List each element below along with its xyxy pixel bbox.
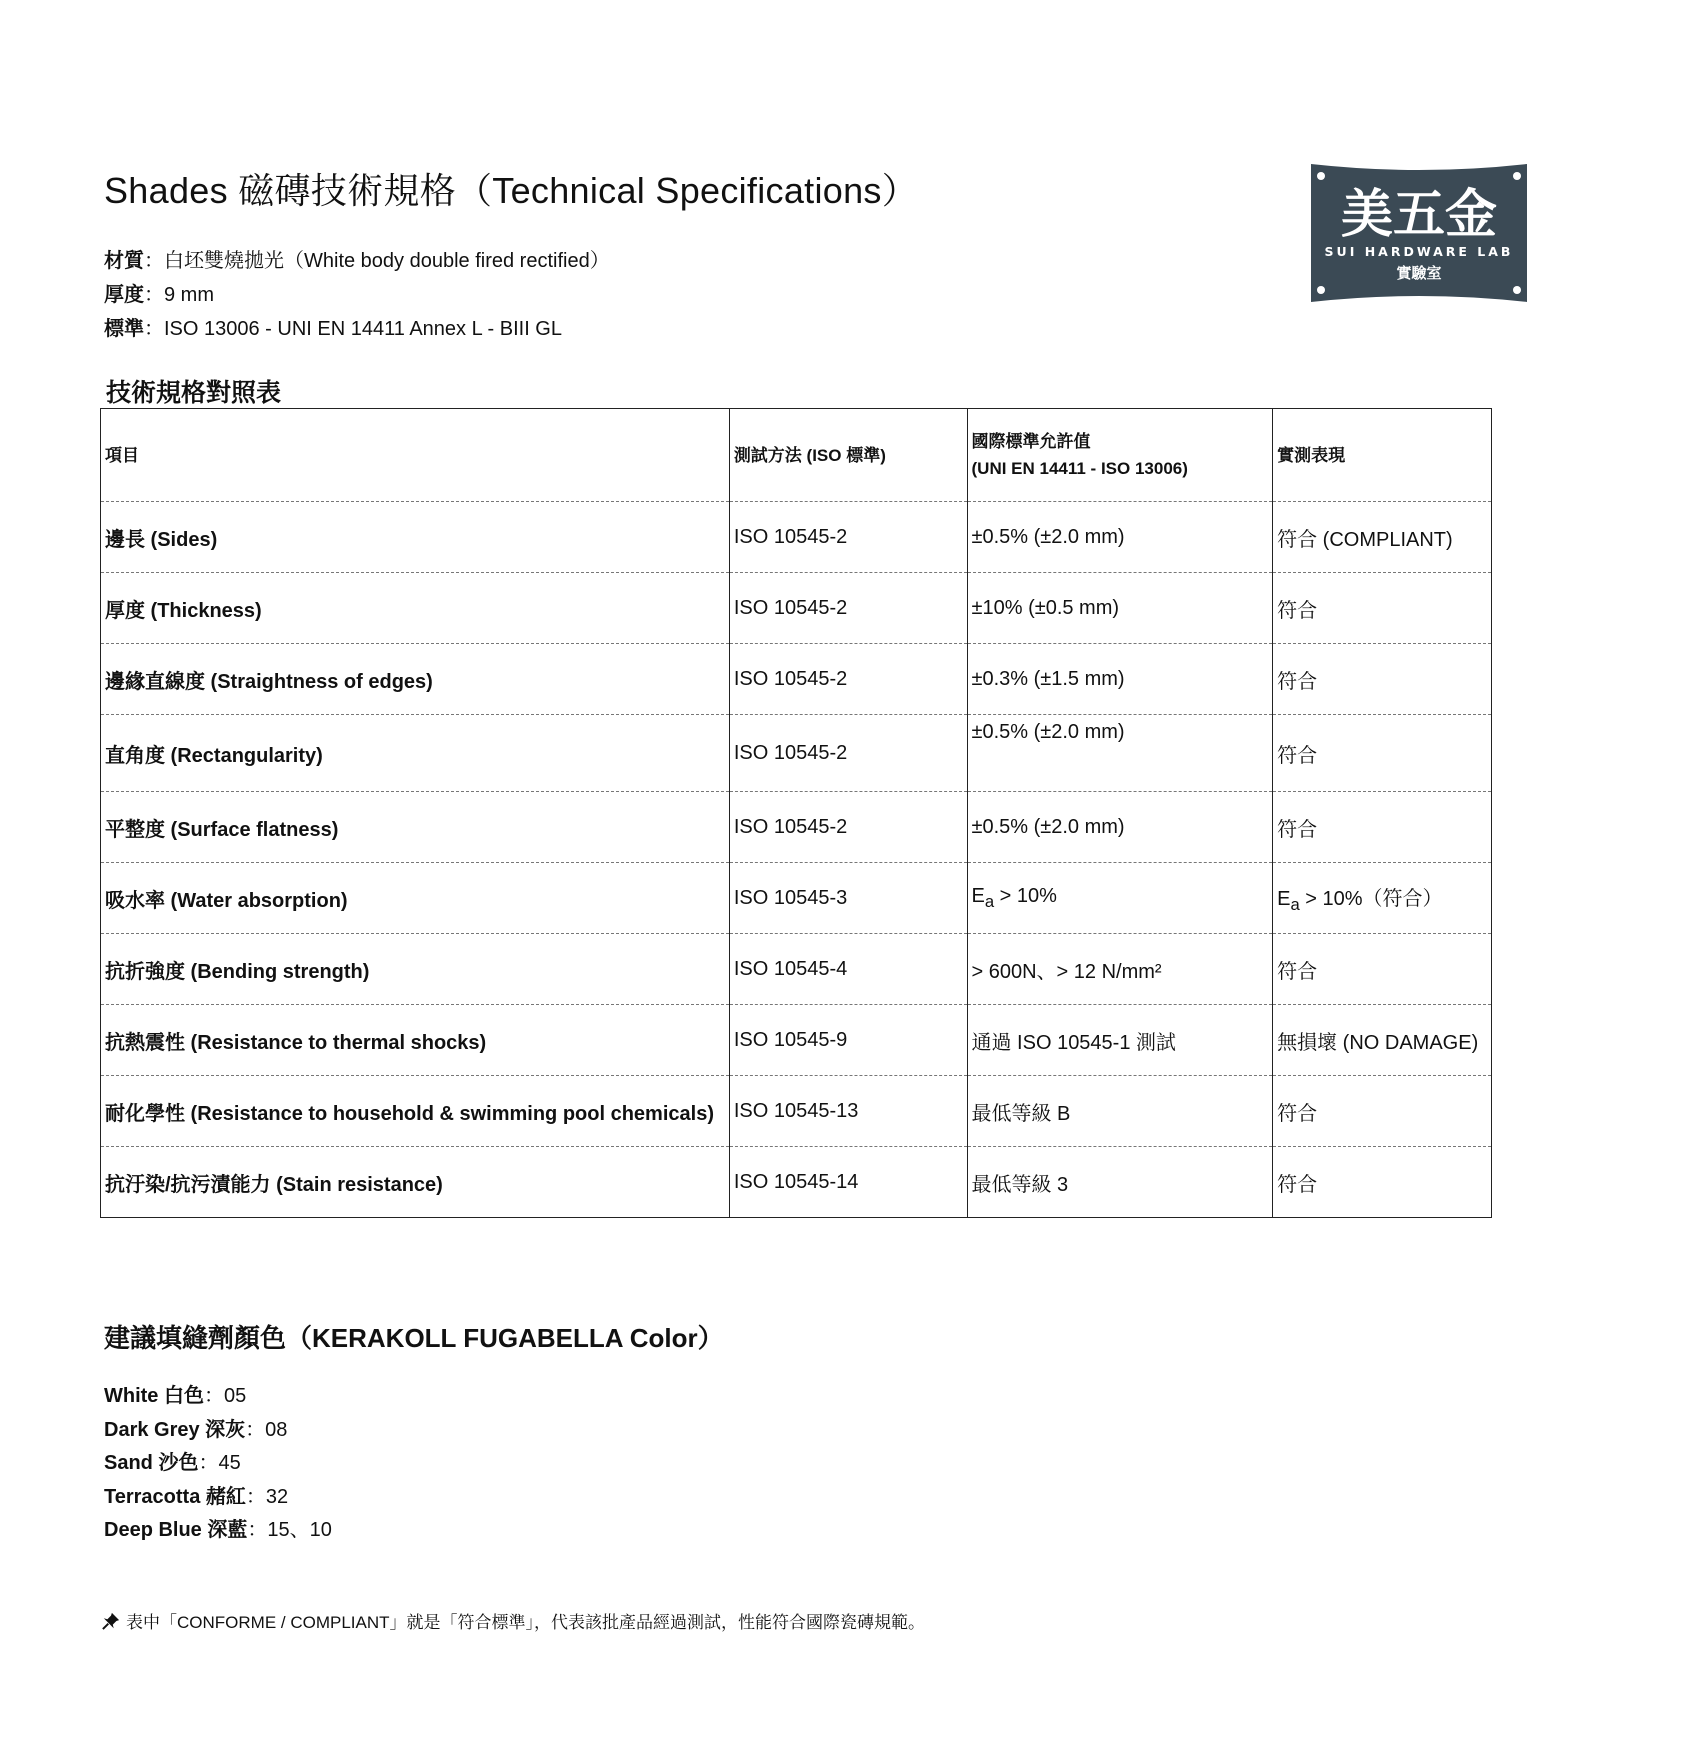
logo-sub-text: SUI HARDWARE LAB	[1324, 244, 1514, 259]
cell-allowed: ±0.5% (±2.0 mm)	[967, 502, 1273, 573]
table-row	[101, 1076, 1492, 1147]
pushpin-icon	[102, 1612, 120, 1630]
cell-allowed: 通過 ISO 10545-1 測試	[967, 1005, 1273, 1076]
sui-hardware-lab-logo	[1307, 158, 1531, 306]
cell-item: 邊緣直線度 (Straightness of edges)	[101, 644, 730, 715]
table-row	[101, 1147, 1492, 1218]
table-row	[101, 573, 1492, 644]
cell-result: 符合	[1273, 934, 1492, 1005]
list-item: Terracotta 赭紅：32	[104, 1485, 289, 1508]
logo-main-text: 美五金	[1340, 185, 1498, 245]
cell-method: ISO 10545-2	[729, 792, 967, 863]
cell-allowed: 最低等級 3	[967, 1147, 1273, 1218]
cell-item: 抗熱震性 (Resistance to thermal shocks)	[101, 1005, 730, 1076]
cell-allowed: ±10% (±0.5 mm)	[967, 573, 1273, 644]
meta-thickness: 厚度：9 mm	[104, 284, 214, 306]
cell-allowed: ±0.3% (±1.5 mm)	[967, 644, 1273, 715]
cell-method: ISO 10545-2	[729, 644, 967, 715]
grout-color-title: 建議填縫劑顏色（KERAKOLL FUGABELLA Color）	[104, 1323, 724, 1353]
header-method: 測試方法 (ISO 標準)	[729, 409, 967, 502]
footnote: 表中「CONFORME / COMPLIANT」就是「符合標準」，代表該批產品經過測試，性能符合國際瓷磚規範。	[102, 1608, 925, 1633]
cell-result: 符合	[1273, 1147, 1492, 1218]
cell-method: ISO 10545-2	[729, 573, 967, 644]
cell-item: 抗折強度 (Bending strength)	[101, 934, 730, 1005]
cell-allowed: ±0.5% (±2.0 mm)	[967, 715, 1273, 792]
cell-item: 抗汙染/抗污漬能力 (Stain resistance)	[101, 1147, 730, 1218]
header-allowed: 國際標準允許值 (UNI EN 14411 - ISO 13006)	[967, 409, 1273, 502]
table-row	[101, 792, 1492, 863]
cell-method: ISO 10545-2	[729, 715, 967, 792]
table-row	[101, 715, 1492, 792]
cell-item: 吸水率 (Water absorption)	[101, 863, 730, 934]
cell-result: 符合	[1273, 573, 1492, 644]
grout-color-list	[104, 1380, 332, 1548]
cell-result: 符合	[1273, 715, 1492, 792]
cell-item: 平整度 (Surface flatness)	[101, 792, 730, 863]
table-row	[101, 863, 1492, 934]
cell-item: 直角度 (Rectangularity)	[101, 715, 730, 792]
cell-result: 無損壞 (NO DAMAGE)	[1273, 1005, 1492, 1076]
table-header-row	[101, 409, 1492, 502]
spec-table	[100, 408, 1492, 1218]
cell-result: 符合	[1273, 644, 1492, 715]
table-row	[101, 934, 1492, 1005]
cell-allowed: $E_a > 10\%$	[967, 863, 1273, 934]
header-result: 實測表現	[1273, 409, 1492, 502]
cell-allowed: > 600N、> 12 N/mm²	[967, 934, 1273, 1005]
cell-method: ISO 10545-3	[729, 863, 967, 934]
cell-item: 厚度 (Thickness)	[101, 573, 730, 644]
cell-result: $E_a > 10\%$（符合）	[1273, 863, 1492, 934]
cell-allowed: 最低等級 B	[967, 1076, 1273, 1147]
meta-standard: 標準：ISO 13006 - UNI EN 14411 Annex L - BIII GL	[104, 318, 562, 340]
cell-method: ISO 10545-2	[729, 502, 967, 573]
cell-result: 符合	[1273, 1076, 1492, 1147]
list-item: Deep Blue 深藍：15、10	[104, 1519, 332, 1541]
table-row	[101, 1005, 1492, 1076]
material-meta	[104, 244, 610, 346]
list-item: White 白色：05	[104, 1385, 247, 1407]
logo-sub2-text: 實驗室	[1396, 264, 1442, 282]
cell-method: ISO 10545-4	[729, 934, 967, 1005]
cell-result: 符合 (COMPLIANT)	[1273, 502, 1492, 573]
page-title: Shades 磁磚技術規格（Technical Specifications）	[104, 170, 919, 211]
table-row	[101, 644, 1492, 715]
cell-method: ISO 10545-13	[729, 1076, 967, 1147]
cell-item: 耐化學性 (Resistance to household & swimming pool chemicals)	[101, 1076, 730, 1147]
table-row	[101, 502, 1492, 573]
spec-table-title: 技術規格對照表	[106, 379, 282, 407]
cell-allowed: ±0.5% (±2.0 mm)	[967, 792, 1273, 863]
cell-item: 邊長 (Sides)	[101, 502, 730, 573]
cell-result: 符合	[1273, 792, 1492, 863]
list-item: Sand 沙色：45	[104, 1452, 241, 1474]
cell-method: ISO 10545-9	[729, 1005, 967, 1076]
cell-method: ISO 10545-14	[729, 1147, 967, 1218]
list-item: Dark Grey 深灰：08	[104, 1418, 288, 1441]
header-item: 項目	[101, 409, 730, 502]
meta-material: 材質：白坯雙燒拋光（White body double fired rectified）	[104, 250, 610, 272]
